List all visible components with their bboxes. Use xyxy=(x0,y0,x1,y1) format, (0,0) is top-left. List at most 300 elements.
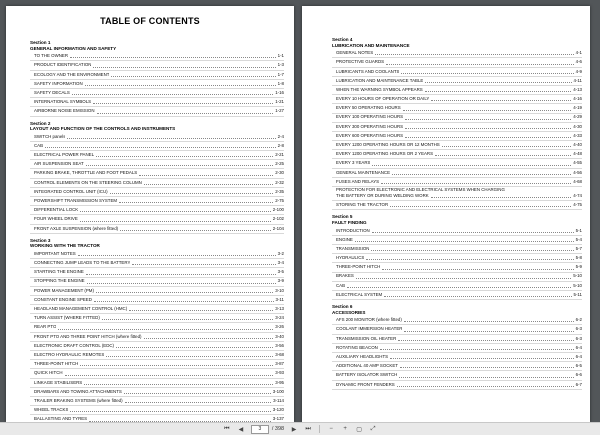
section-title: FAULT FINDING xyxy=(332,219,367,225)
section-title: WORKING WITH THE TRACTOR xyxy=(30,243,100,249)
dot-leader xyxy=(97,113,274,114)
dot-leader xyxy=(84,384,273,385)
dot-leader xyxy=(96,292,273,293)
toc-right-column xyxy=(302,6,590,390)
toc-entry-page: 4-40 xyxy=(573,142,582,148)
dot-leader xyxy=(390,206,571,207)
toc-entry-page: 3-120 xyxy=(272,407,284,413)
toc-entry-page: 3-137 xyxy=(272,416,284,422)
toc-entry-title: PARKING BRAKE, THROTTLE AND FOOT PEDALS xyxy=(34,170,138,176)
toc-entry-page: 6-3 xyxy=(575,326,582,332)
toc-entry-title: HEADLAND MANAGEMENT CONTROL (HMC) xyxy=(34,306,128,312)
toc-entry-page: 3-10 xyxy=(275,287,284,293)
toc-entry[interactable] xyxy=(30,98,284,107)
toc-entry-page: 2-4 xyxy=(277,133,284,139)
dot-leader xyxy=(144,184,273,185)
toc-entry-page: 3-93 xyxy=(275,370,284,376)
toc-entry-page: 5-10 xyxy=(573,282,582,288)
toc-entry-page: 4-19 xyxy=(573,105,582,111)
toc-entry-title: EVERY 50 OPERATING HOURS xyxy=(336,105,401,111)
section-label: Section 6 xyxy=(332,304,353,310)
toc-entry-title: PRODUCT IDENTIFICATION xyxy=(34,62,92,68)
toc-entry-page: 4-33 xyxy=(573,132,582,138)
toc-entry-page: 3-56 xyxy=(275,342,284,348)
toc-entry-page: 6-4 xyxy=(575,344,582,350)
toc-entry[interactable] xyxy=(332,245,582,254)
dot-leader xyxy=(67,138,275,139)
toc-entry-page: 3-114 xyxy=(273,397,284,403)
toc-entry[interactable] xyxy=(30,80,284,89)
toc-entry[interactable] xyxy=(30,415,284,422)
toc-entry-page: 5-1 xyxy=(575,227,582,233)
dot-leader xyxy=(398,340,573,341)
toc-entry[interactable] xyxy=(30,287,284,296)
dot-leader xyxy=(397,386,574,387)
toc-entry[interactable] xyxy=(30,188,284,197)
dot-leader xyxy=(132,264,275,265)
toc-entry-title: PROTECTIVE GUARDS xyxy=(336,59,385,65)
toc-entry[interactable] xyxy=(30,259,284,268)
toolbar-divider xyxy=(319,425,320,433)
toc-section xyxy=(30,121,284,234)
toc-entry-page: 5-11 xyxy=(573,291,582,297)
toc-entry-page: 1-7 xyxy=(277,71,284,77)
toc-entry-page: 2-8 xyxy=(277,142,284,148)
dot-leader xyxy=(405,137,571,138)
dot-leader xyxy=(404,331,573,332)
toc-entry[interactable] xyxy=(30,107,284,116)
toc-entry-page: 2-75 xyxy=(275,197,284,203)
dot-leader xyxy=(86,274,276,275)
toc-entry-title: GENERAL NOTES xyxy=(336,50,374,56)
section-title: ACCESSORIES xyxy=(332,309,366,315)
toc-entry[interactable] xyxy=(332,236,582,245)
toc-entry-title: HYDRAULICS xyxy=(336,255,365,261)
toc-entry-page: 4-29 xyxy=(573,114,582,120)
section-label: Section 1 xyxy=(30,40,51,45)
toc-entry[interactable] xyxy=(30,250,284,259)
toc-entry[interactable] xyxy=(332,201,582,210)
toc-entry-page: 3-13 xyxy=(275,306,284,312)
dot-leader xyxy=(392,174,571,175)
toc-entry-title: INTERNATIONAL SYMBOLS xyxy=(34,99,92,105)
toc-entry-page: 1-3 xyxy=(277,62,284,68)
dot-leader xyxy=(58,329,273,330)
toc-entry[interactable] xyxy=(332,263,582,272)
dot-leader xyxy=(372,165,571,166)
page-title: TABLE OF CONTENTS xyxy=(100,16,200,26)
dot-leader xyxy=(403,110,572,111)
toc-entry[interactable] xyxy=(30,206,284,215)
toc-entry-title: TRANSMISSION xyxy=(336,245,370,251)
toc-entry-title: EVERY 100 OPERATING HOURS xyxy=(336,114,404,120)
toc-entry[interactable] xyxy=(332,95,582,104)
toc-entry-title: FUSES AND RELAYS xyxy=(336,178,380,184)
toc-entry[interactable] xyxy=(332,114,582,123)
next-page-icon[interactable]: ▶ xyxy=(291,426,297,433)
toc-entry[interactable] xyxy=(30,278,284,287)
toc-entry-title: FOUR WHEEL DRIVE xyxy=(34,216,78,222)
toc-entry-page: 3-100 xyxy=(272,388,284,394)
toc-entry[interactable] xyxy=(332,141,582,150)
dot-leader xyxy=(366,259,573,260)
dot-leader xyxy=(70,411,270,412)
dot-leader xyxy=(347,287,571,288)
toc-entry[interactable] xyxy=(332,104,582,113)
fit-page-icon[interactable]: ▢ xyxy=(356,426,362,433)
dot-leader xyxy=(372,232,574,233)
toc-entry-title: TRANSMISSION OIL HEATER xyxy=(336,335,397,341)
toc-entry[interactable] xyxy=(30,314,284,323)
toc-entry[interactable] xyxy=(332,169,582,178)
toc-section xyxy=(30,238,284,422)
dot-leader xyxy=(93,67,275,68)
toc-entry[interactable] xyxy=(332,227,582,236)
toc-entry-title: AFS 200 MONITOR (where fitted) xyxy=(336,317,402,323)
fullscreen-icon[interactable]: ⤢ xyxy=(370,425,376,432)
dot-leader xyxy=(431,197,572,198)
dot-leader xyxy=(110,193,274,194)
toc-entry-title: ELECTRO HYDRAULIC REMOTES xyxy=(34,351,105,357)
toc-entry[interactable] xyxy=(332,325,582,334)
dot-leader xyxy=(78,255,276,256)
toc-entry[interactable] xyxy=(30,169,284,178)
toc-entry[interactable] xyxy=(332,58,582,67)
dot-leader xyxy=(70,57,276,58)
toc-entry-page: 4-74 xyxy=(573,192,582,198)
toc-entry-page: 4-11 xyxy=(573,77,582,83)
dot-leader xyxy=(384,296,571,297)
toc-entry-title: CONSTANT ENGINE SPEED xyxy=(34,296,92,302)
toc-entry-title: GENERAL MAINTENANCE xyxy=(336,169,390,175)
toc-section xyxy=(332,304,582,390)
toc-entry-title: THREE-POINT HITCH xyxy=(336,264,381,270)
toc-entry-page: 3-87 xyxy=(275,361,284,367)
toc-entry-title: AUXILIARY HEADLIGHTS xyxy=(336,353,389,359)
toc-entry[interactable] xyxy=(30,296,284,305)
toc-entry[interactable] xyxy=(332,68,582,77)
toc-entry-page: 3-9 xyxy=(277,278,284,284)
toc-entry-title: EVERY 600 OPERATING HOURS xyxy=(336,132,404,138)
dot-leader xyxy=(382,269,573,270)
toc-entry-title: FRONT PTO AND THREE POINT HITCH (where fitted) xyxy=(34,333,142,339)
section-label: Section 5 xyxy=(332,214,353,220)
dot-leader xyxy=(355,241,574,242)
toc-entry[interactable] xyxy=(30,197,284,206)
toc-entry-title: ROTATING BEACON xyxy=(336,344,378,350)
toc-entry-page: 4-48 xyxy=(573,151,582,157)
dot-leader xyxy=(119,202,273,203)
toc-entry[interactable] xyxy=(30,215,284,224)
toc-entry-page: 5-7 xyxy=(575,245,582,251)
dot-leader xyxy=(431,100,571,101)
toc-entry-title: POWERSHIFT TRANSMISSION SYSTEM xyxy=(34,197,118,203)
toc-entry-title: ELECTRICAL SYSTEM xyxy=(336,291,383,297)
toc-entry-page: 4-16 xyxy=(573,96,582,102)
toc-entry-title: DYNAMIC FRONT FENDERS xyxy=(336,381,395,387)
toc-entry[interactable] xyxy=(332,362,582,371)
toc-entry[interactable] xyxy=(30,142,284,151)
toc-entry[interactable] xyxy=(30,225,284,234)
toc-entry-title: POWER MANAGEMENT (PM) xyxy=(34,287,94,293)
toc-entry-title: EVERY 300 OPERATING HOURS xyxy=(336,123,404,129)
toc-entry[interactable] xyxy=(30,268,284,277)
toc-entry-page: 3-2 xyxy=(277,250,284,256)
section-label: Section 3 xyxy=(30,237,51,243)
dot-leader xyxy=(399,377,573,378)
toc-entry[interactable] xyxy=(332,381,582,390)
toc-entry-title: BALLASTING AND TYRES xyxy=(34,416,88,422)
toc-entry[interactable] xyxy=(30,89,284,98)
toc-section xyxy=(332,214,582,300)
toc-entry-page: 4-68 xyxy=(573,178,582,184)
toc-entry-page: 3-40 xyxy=(275,333,284,339)
toc-entry-page: 1-27 xyxy=(275,108,284,114)
toc-entry-page: 6-4 xyxy=(575,353,582,359)
toc-entry[interactable] xyxy=(30,71,284,80)
toc-entry-title: ENGINE xyxy=(336,236,353,242)
toc-entry-title: STOPPING THE ENGINE xyxy=(34,278,85,284)
toc-entry[interactable] xyxy=(30,342,284,351)
toc-entry[interactable] xyxy=(332,150,582,159)
toc-entry-title: LUBRICATION AND MAINTENANCE TABLE xyxy=(336,77,424,83)
toc-entry[interactable] xyxy=(332,291,582,300)
dot-leader xyxy=(375,54,573,55)
dot-leader xyxy=(144,338,274,339)
dot-leader xyxy=(400,367,574,368)
toc-entry[interactable] xyxy=(30,323,284,332)
dot-leader xyxy=(380,349,574,350)
dot-leader xyxy=(106,356,273,357)
toc-entry[interactable] xyxy=(30,360,284,369)
toc-entry-title: THE BATTERY OR DURING WELDING WORK xyxy=(336,192,429,198)
toc-entry-title: INTEGRATED CONTROL UNIT (ICU) xyxy=(34,188,108,194)
toc-entry-page: 2-35 xyxy=(275,188,284,194)
toc-entry-title: CAB xyxy=(336,282,346,288)
toc-entry-title: EVERY 10 HOURS OF OPERATION OR DAILY xyxy=(336,96,430,102)
toc-entry-title: STORING THE TRACTOR xyxy=(336,202,389,208)
toc-entry-title: INTRODUCTION xyxy=(336,227,370,233)
toc-entry[interactable] xyxy=(332,282,582,291)
toc-entry[interactable] xyxy=(332,132,582,141)
toc-entry[interactable] xyxy=(30,151,284,160)
toc-entry[interactable] xyxy=(332,178,582,187)
toc-entry-page: 1-1 xyxy=(277,53,284,59)
last-page-icon[interactable]: ⏭ xyxy=(305,425,311,432)
toc-entry[interactable] xyxy=(30,397,284,406)
toc-entry-title: CONTROL ELEMENTS ON THE STEERING COLUMN xyxy=(34,179,142,185)
dot-leader xyxy=(87,283,276,284)
toc-entry-title: DIFFERENTIAL LOCK xyxy=(34,207,79,213)
dot-leader xyxy=(80,211,271,212)
toc-entry-title: ADDITIONAL 40 AMP SOCKET xyxy=(336,363,398,369)
toc-entry[interactable] xyxy=(332,353,582,362)
dot-leader xyxy=(86,165,274,166)
toc-entry-page: 3-5 xyxy=(277,269,284,275)
toc-entry-page: 2-30 xyxy=(275,170,284,176)
dot-leader xyxy=(381,183,571,184)
dot-leader xyxy=(93,103,273,104)
toc-entry-page: 2-32 xyxy=(275,179,284,185)
toc-entry[interactable] xyxy=(332,77,582,86)
toc-entry-title: TURN ASSIST (WHERE FITTED) xyxy=(34,315,100,321)
toc-entry-page: 3-26 xyxy=(275,324,284,330)
toc-entry[interactable] xyxy=(30,61,284,70)
page-navigator xyxy=(251,425,284,434)
toc-entry-page: 2-21 xyxy=(275,152,284,158)
toc-entry-title: ELECTRONIC DRAFT CONTROL (EDC) xyxy=(34,342,115,348)
toc-entry-title: ECOLOGY AND THE ENVIRONMENT xyxy=(34,71,110,77)
zoom-in-icon[interactable]: + xyxy=(343,426,347,432)
toc-entry-page: 3-95 xyxy=(275,379,284,385)
first-page-icon[interactable]: ⏮ xyxy=(224,425,230,432)
dot-leader xyxy=(125,402,272,403)
toc-entry[interactable] xyxy=(30,406,284,415)
page-number-input[interactable]: 3 xyxy=(251,425,269,434)
toc-entry-page: 5-10 xyxy=(573,273,582,279)
dot-leader xyxy=(356,278,571,279)
toc-entry-title: ELECTRICAL POWER PANEL xyxy=(34,152,95,158)
toc-entry-title: SWITCH panels xyxy=(34,133,66,139)
toc-entry-page: 2-100 xyxy=(272,207,284,213)
toc-entry[interactable] xyxy=(332,344,582,353)
toc-entry[interactable] xyxy=(30,369,284,378)
toc-entry-page: 4-56 xyxy=(573,169,582,175)
toc-entry-title: QUICK HITCH xyxy=(34,370,63,376)
toc-entry[interactable] xyxy=(332,273,582,282)
toc-entry-page: 5-9 xyxy=(575,264,582,270)
toc-entry[interactable] xyxy=(332,123,582,132)
dot-leader xyxy=(65,375,274,376)
toc-entry-page: 2-102 xyxy=(272,216,284,222)
toc-entry[interactable] xyxy=(332,86,582,95)
toc-entry-title: EVERY 1200 OPERATING HOURS OR 12 MONTHS xyxy=(336,142,440,148)
toc-entry-page: 6-2 xyxy=(575,317,582,323)
dot-leader xyxy=(124,393,271,394)
toc-entry-title: REAR PTO xyxy=(34,324,57,330)
toc-entry-title: AIR SUSPENSION SEAT xyxy=(34,161,84,167)
toc-entry[interactable] xyxy=(332,316,582,325)
toc-entry-title: WHEEL TRACKS xyxy=(34,407,69,413)
zoom-out-icon[interactable]: − xyxy=(329,426,333,432)
toc-entry-page: 4-9 xyxy=(575,68,582,74)
toc-entry-title: THREE-POINT HITCH xyxy=(34,361,79,367)
document-page-right xyxy=(302,6,590,422)
toc-entry-page: 4-6 xyxy=(575,59,582,65)
dot-leader xyxy=(116,347,273,348)
toc-entry[interactable] xyxy=(332,49,582,58)
dot-leader xyxy=(405,128,571,129)
toc-entry-page: 6-6 xyxy=(575,372,582,378)
section-label: Section 4 xyxy=(332,37,353,42)
toc-entry-title: DRAWBARS AND TOWING ATTACHMENTS xyxy=(34,388,122,394)
dot-leader xyxy=(80,221,271,222)
toc-entry-title: TRAILER BRAKING SYSTEMS (where fitted) xyxy=(34,397,123,403)
toc-entry-page: 6-3 xyxy=(575,335,582,341)
toc-entry-title: TO THE OWNER xyxy=(34,53,68,59)
dot-leader xyxy=(120,230,271,231)
toc-entry[interactable] xyxy=(332,192,582,201)
section-title: LUBRICATION AND MAINTENANCE xyxy=(332,42,410,48)
toc-entry[interactable] xyxy=(332,371,582,380)
toc-section xyxy=(332,37,582,210)
toc-entry[interactable] xyxy=(30,333,284,342)
dot-leader xyxy=(405,119,571,120)
prev-page-icon[interactable]: ◀ xyxy=(238,426,244,433)
toc-entry-page: 4-1 xyxy=(575,50,582,56)
dot-leader xyxy=(442,146,572,147)
toc-entry-page: 3-11 xyxy=(275,296,284,302)
toc-entry-title: CONNECTING JUMP LEADS TO THE BATTERY xyxy=(34,260,131,266)
dot-leader xyxy=(139,175,273,176)
page-count: / 398 xyxy=(271,426,285,432)
toc-entry[interactable] xyxy=(30,379,284,388)
toc-entry-page: 2-25 xyxy=(275,161,284,167)
dot-leader xyxy=(111,76,275,77)
toc-entry[interactable] xyxy=(30,52,284,61)
viewer-toolbar xyxy=(0,422,600,435)
toc-entry-title: EVERY 3 YEARS xyxy=(336,160,371,166)
toc-entry[interactable] xyxy=(30,133,284,142)
toc-entry-title: COOLANT IMMERSION HEATER xyxy=(336,326,403,332)
toc-entry-title: EVERY 1200 OPERATING HOURS OR 2 YEARS xyxy=(336,151,434,157)
dot-leader xyxy=(94,301,274,302)
toc-entry[interactable] xyxy=(332,159,582,168)
toc-entry-title: IMPORTANT NOTES xyxy=(34,250,76,256)
dot-leader xyxy=(72,94,273,95)
toc-entry-page: 5-8 xyxy=(575,255,582,261)
dot-leader xyxy=(102,319,273,320)
toc-entry-page: 1-8 xyxy=(277,80,284,86)
section-title: GENERAL INFORMATION AND SAFETY xyxy=(30,45,117,51)
dot-leader xyxy=(85,85,276,86)
toc-entry[interactable] xyxy=(30,179,284,188)
toc-entry[interactable] xyxy=(332,335,582,344)
toc-entry-page: 4-75 xyxy=(573,202,582,208)
toc-entry-title: LUBRICANTS AND COOLANTS xyxy=(336,68,400,74)
toc-entry-title: WHEN THE WARNING SYMBOL APPEARS xyxy=(336,86,423,92)
toc-entry-page: 6-7 xyxy=(575,381,582,387)
toc-left-column xyxy=(6,40,294,422)
dot-leader xyxy=(45,147,276,148)
toc-entry[interactable] xyxy=(30,305,284,314)
toc-entry-page: 3-68 xyxy=(275,351,284,357)
dot-leader xyxy=(371,250,573,251)
toc-entry[interactable] xyxy=(332,254,582,263)
toc-entry-title: PROTECTION FOR ELECTRONIC AND ELECTRICAL SYSTEMS WHEN CHARGING xyxy=(336,187,505,192)
toc-entry[interactable] xyxy=(30,351,284,360)
toc-entry-title: SAFETY DECALS xyxy=(34,89,70,95)
toc-entry-page: 1-16 xyxy=(275,89,284,95)
toc-entry[interactable] xyxy=(30,160,284,169)
toc-entry-title: LINKAGE STABILISERS xyxy=(34,379,83,385)
dot-leader xyxy=(401,73,573,74)
toc-entry-title: SAFETY INFORMATION xyxy=(34,80,83,86)
dot-leader xyxy=(80,365,273,366)
toc-entry-title: CAB xyxy=(34,142,44,148)
toc-entry-page: 6-5 xyxy=(575,363,582,369)
document-page-left xyxy=(6,6,294,422)
toc-entry-page: 5-4 xyxy=(575,236,582,242)
toc-entry-title: BRAKES xyxy=(336,273,354,279)
toc-entry-page: 1-21 xyxy=(275,99,284,105)
toc-entry[interactable] xyxy=(30,388,284,397)
dot-leader xyxy=(129,310,273,311)
dot-leader xyxy=(96,156,273,157)
dot-leader xyxy=(425,82,571,83)
section-title: LAYOUT AND FUNCTION OF THE CONTROLS AND INSTRUMENTS xyxy=(30,126,176,132)
toc-entry-title: FRONT AXLE SUSPENSION (where fitted) xyxy=(34,225,119,231)
